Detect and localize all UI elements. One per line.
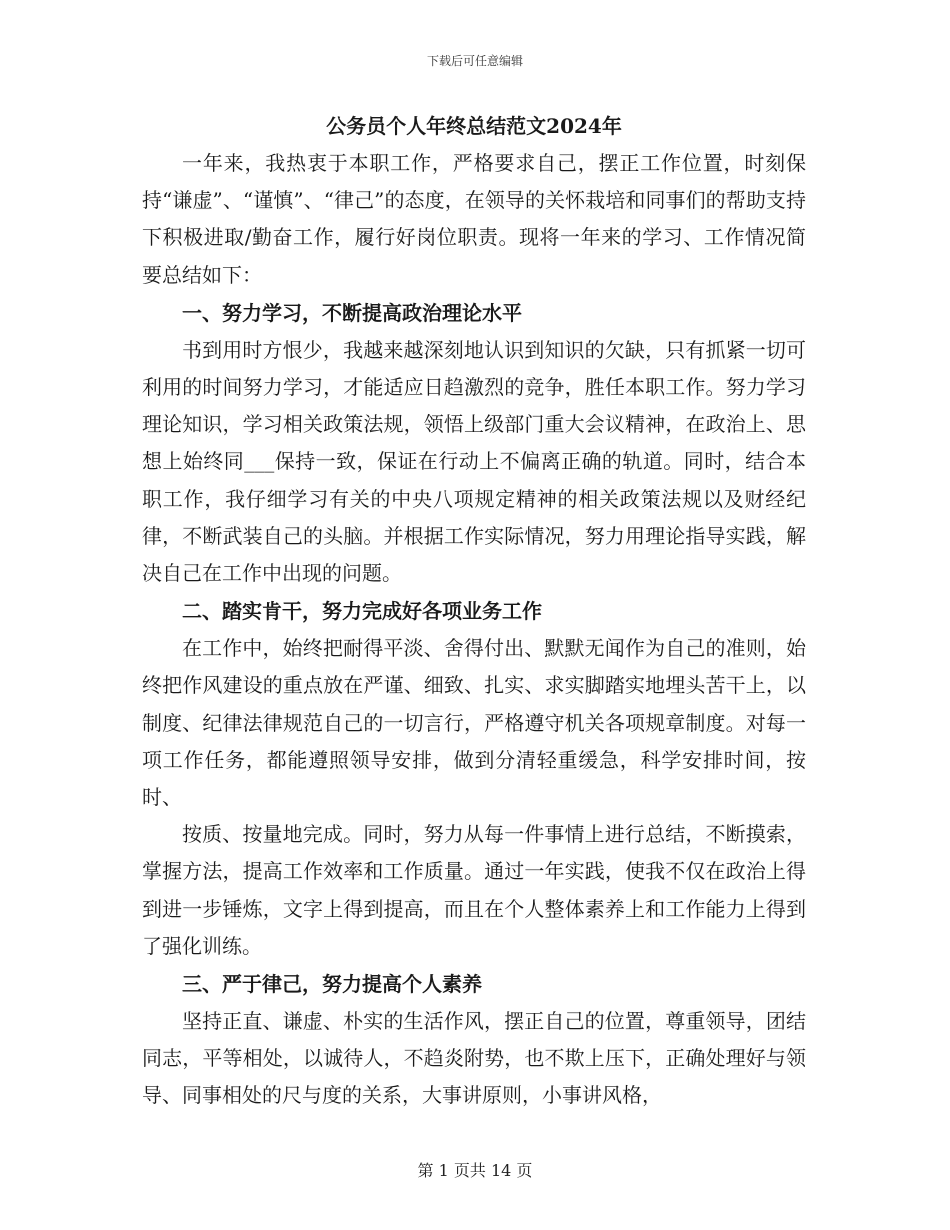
intro-paragraph: 一年来，我热衷于本职工作，严格要求自己，摆正工作位置，时刻保持“谦虚”、“谨慎”、“律己”的态度，在领导的关怀栽培和同事们的帮助支持下积极进取/勤奋工作，履行好岗位职责。现将一年来的学习、工作情况简要总结如下： (142, 151, 806, 287)
section-2-heading: 二、踏实肯干，努力完成好各项业务工作 (182, 599, 542, 624)
section-2-paragraph-2: 按质、按量地完成。同时，努力从每一件事情上进行总结，不断摸索，掌握方法，提高工作效率和工作质量。通过一年实践，使我不仅在政治上得到进一步锤炼，文字上得到提高，而且在个人整体素养上和工作能力上得到了强化训练。 (142, 822, 806, 958)
section-1-heading: 一、努力学习，不断提高政治理论水平 (182, 300, 522, 325)
section-1-paragraph: 书到用时方恨少，我越来越深刻地认识到知识的欠缺，只有抓紧一切可利用的时间努力学习，才能适应日趋激烈的竞争，胜任本职工作。努力学习理论知识，学习相关政策法规，领悟上级部门重大会议精神，在政治上、思想上始终同___保持一致，保证在行动上不偏离正确的轨道。同时，结合本职工作，我仔细学习有关的中央八项规定精神的相关政策法规以及财经纪律，不断武装自己的头脑。并根据工作实际情况，努力用理论指导实践，解决自己在工作中出现的问题。 (142, 337, 806, 586)
document-title: 公务员个人年终总结范文2024年 (326, 114, 622, 138)
document-body (142, 107, 806, 1115)
section-3-heading: 三、严于律己，努力提高个人素养 (182, 972, 482, 997)
page-footer: 第 1 页共 14 页 (417, 1161, 533, 1180)
header-note: 下载后可任意编辑 (426, 54, 523, 68)
section-2-paragraph-1: 在工作中，始终把耐得平淡、舍得付出、默默无闻作为自己的准则，始终把作风建设的重点放在严谨、细致、扎实、求实脚踏实地埋头苦干上，以制度、纪律法律规范自己的一切言行，严格遵守机关各项规章制度。对每一项工作任务，都能遵照领导安排，做到分清轻重缓急，科学安排时间，按时、 (142, 636, 806, 810)
section-3-paragraph: 坚持正直、谦虚、朴实的生活作风，摆正自己的位置，尊重领导，团结同志，平等相处，以诚待人，不趋炎附势，也不欺上压下，正确处理好与领导、同事相处的尺与度的关系，大事讲原则，小事讲风格， (142, 1009, 806, 1108)
